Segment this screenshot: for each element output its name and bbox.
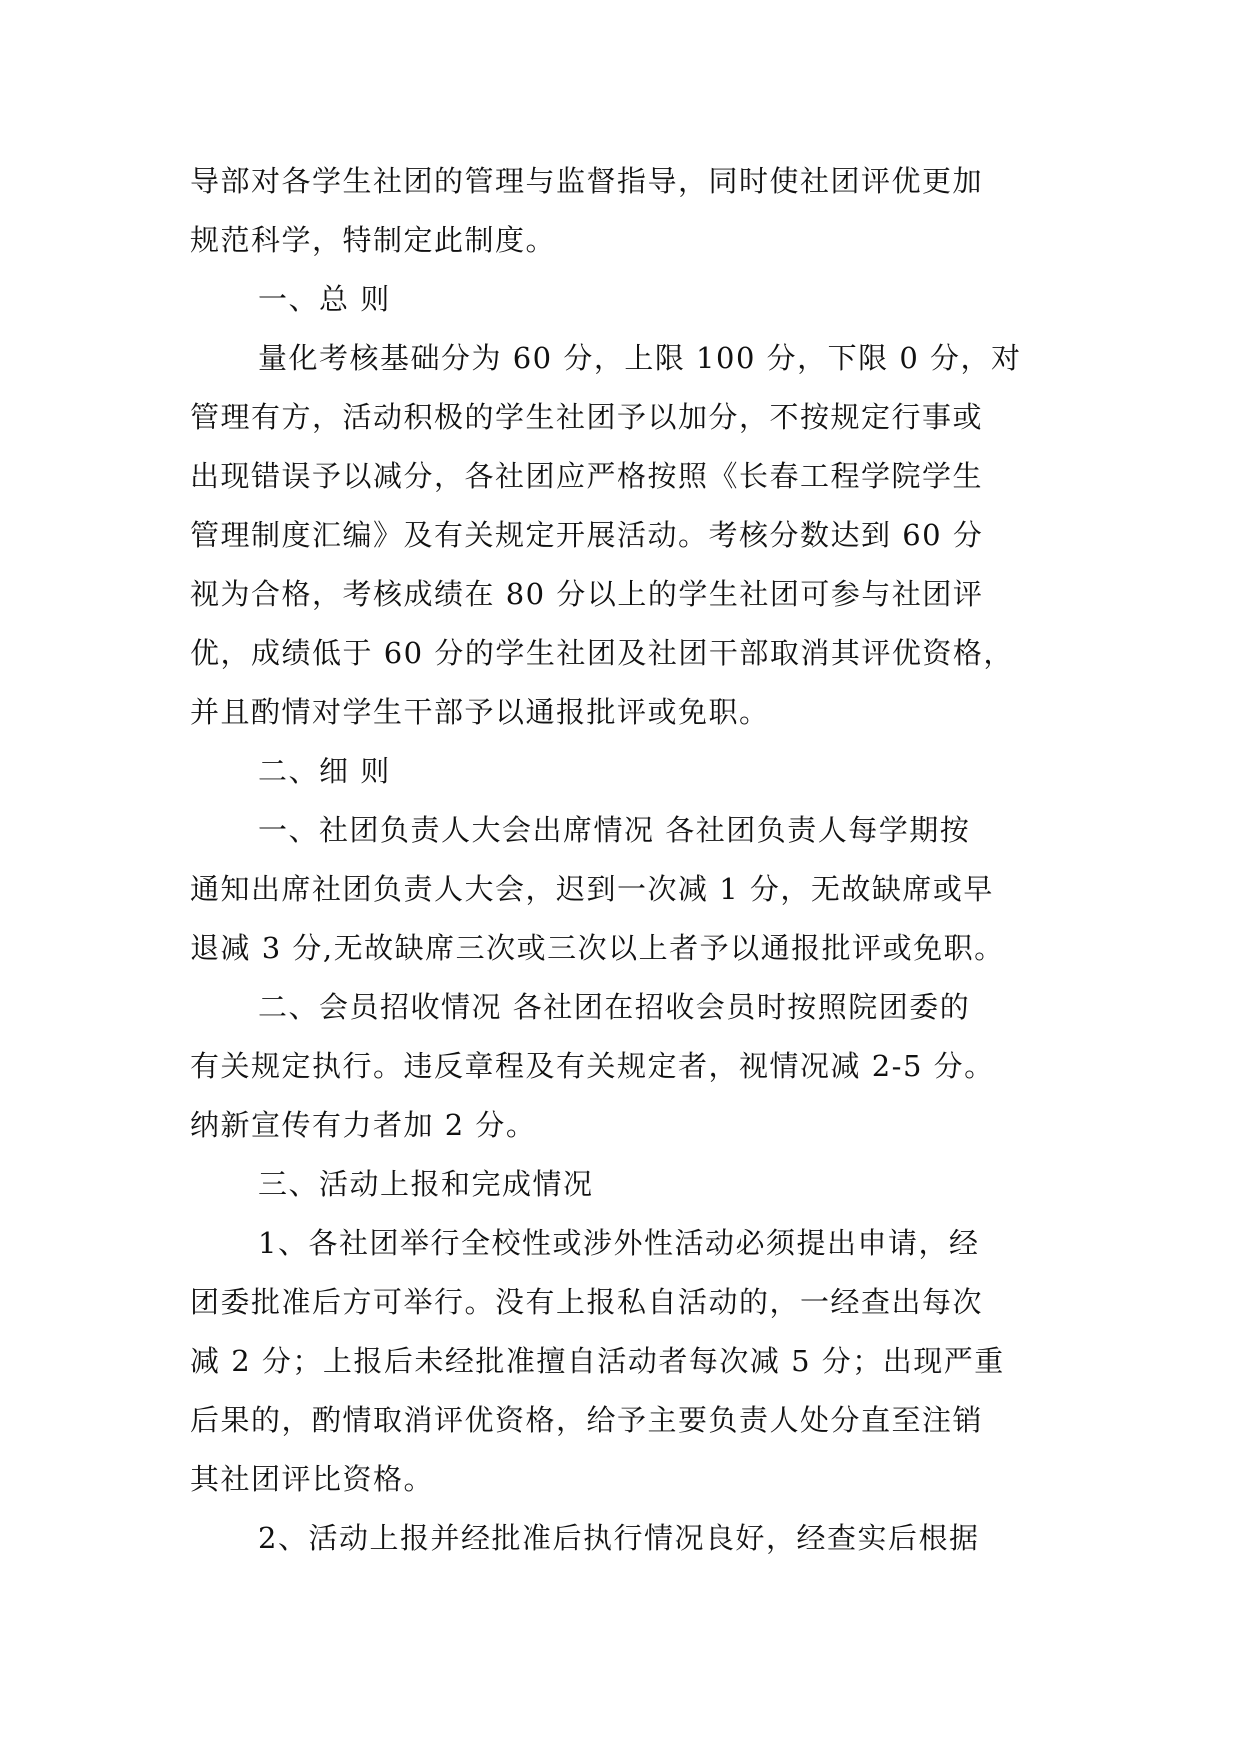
item1-line-1: 一、社团负责人大会出席情况 各社团负责人每学期按 bbox=[258, 813, 971, 847]
section1-line-1: 量化考核基础分为 60 分，上限 100 分，下限 0 分，对 bbox=[258, 341, 1022, 375]
item1-line-3: 退减 3 分,无故缺席三次或三次以上者予以通报批评或免职。 bbox=[190, 931, 1005, 965]
section1-line-4: 管理制度汇编》及有关规定开展活动。考核分数达到 60 分 bbox=[190, 518, 984, 552]
section1-line-3: 出现错误予以减分，各社团应严格按照《长春工程学院学生 bbox=[190, 459, 984, 493]
section1-line-7: 并且酌情对学生干部予以通报批评或免职。 bbox=[190, 695, 770, 729]
item3-point1-line-4: 后果的，酌情取消评优资格，给予主要负责人处分直至注销 bbox=[190, 1403, 984, 1437]
item3-point1-line-2: 团委批准后方可举行。没有上报私自活动的，一经查出每次 bbox=[190, 1285, 984, 1319]
section1-line-2: 管理有方，活动积极的学生社团予以加分，不按规定行事或 bbox=[190, 400, 984, 434]
item1-line-2: 通知出席社团负责人大会，迟到一次减 1 分，无故缺席或早 bbox=[190, 872, 994, 906]
item2-line-2: 有关规定执行。违反章程及有关规定者，视情况减 2-5 分。 bbox=[190, 1049, 995, 1083]
item3-point1-line-3: 减 2 分；上报后未经批准擅自活动者每次减 5 分；出现严重 bbox=[190, 1344, 1005, 1378]
section1-line-6: 优，成绩低于 60 分的学生社团及社团干部取消其评优资格， bbox=[190, 636, 1014, 670]
section2-heading: 二、细 则 bbox=[258, 754, 391, 788]
item2-line-1: 二、会员招收情况 各社团在招收会员时按照院团委的 bbox=[258, 990, 971, 1024]
intro-line-1: 导部对各学生社团的管理与监督指导，同时使社团评优更加 bbox=[190, 164, 984, 198]
item3-point2-line-1: 2、活动上报并经批准后执行情况良好，经查实后根据 bbox=[258, 1521, 980, 1555]
item3-point1-line-5: 其社团评比资格。 bbox=[190, 1462, 435, 1496]
item3-heading: 三、活动上报和完成情况 bbox=[258, 1167, 594, 1201]
item2-line-3: 纳新宣传有力者加 2 分。 bbox=[190, 1108, 537, 1142]
item3-point1-line-1: 1、各社团举行全校性或涉外性活动必须提出申请，经 bbox=[258, 1226, 980, 1260]
intro-line-2: 规范科学，特制定此制度。 bbox=[190, 223, 557, 257]
section1-line-5: 视为合格，考核成绩在 80 分以上的学生社团可参与社团评 bbox=[190, 577, 984, 611]
section1-heading: 一、总 则 bbox=[258, 282, 391, 316]
